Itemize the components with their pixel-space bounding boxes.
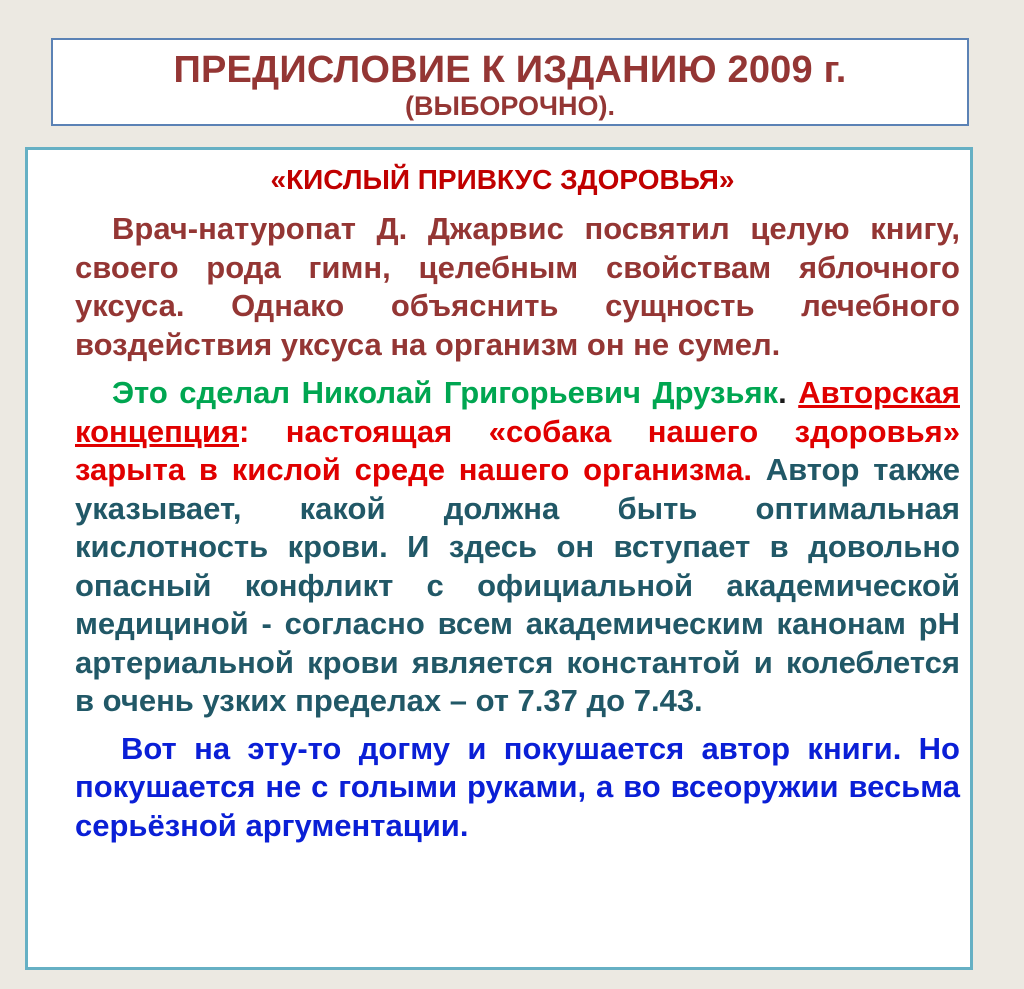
section-heading: «КИСЛЫЙ ПРИВКУС ЗДОРОВЬЯ» xyxy=(270,164,735,195)
content-box xyxy=(25,147,973,970)
druzyak-intro-text: Это сделал Николай Григорьевич Друзьяк xyxy=(112,375,779,410)
paragraph-druzyak xyxy=(75,374,960,721)
page-title: ПРЕДИСЛОВИЕ К ИЗДАНИЮ 2009 г. xyxy=(173,49,847,91)
paragraph-dogma: Вот на эту-то догму и покушается автор книги. Но покушается не с голыми руками, а во всеоружии весьма серьёзной аргументации. xyxy=(75,730,960,843)
concept-label: Авторская концепция xyxy=(75,375,960,449)
ph-conflict-text: Автор также указывает, какой должна быть оптимальная кислотность крови. И здесь он вступает в довольно опасный конфликт с официальной академической медициной - согласно всем академическим канонам рН артериальной крови является константой и колеблется в очень узких пределах – от 7.37 до 7.43. xyxy=(75,452,960,718)
page-subtitle: (ВЫБОРОЧНО). xyxy=(405,91,615,121)
title-box xyxy=(51,38,969,126)
concept-statement: настоящая «собака нашего здоровья» зарыта в кислой среде нашего организма. xyxy=(75,413,960,487)
colon-text: : xyxy=(239,413,250,449)
paragraph-jarvis: Врач-натуропат Д. Джарвис посвятил целую книгу, своего рода гимн, целебным свойствам яблочного уксуса. Однако объяснить сущность лечебного воздействия уксуса на организм он не сумел. xyxy=(75,211,960,362)
period-text: . xyxy=(778,375,787,410)
